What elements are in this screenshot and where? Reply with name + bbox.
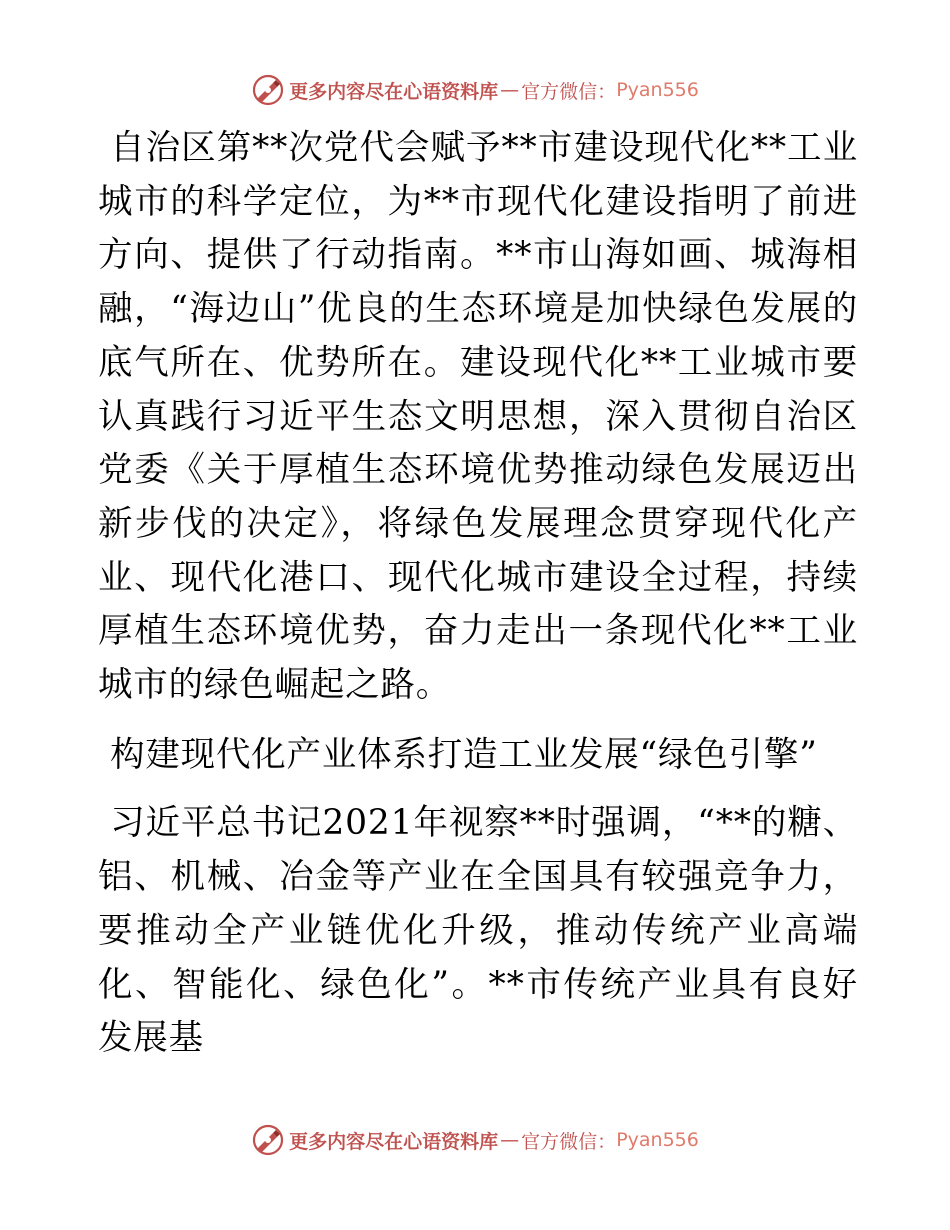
footer-watermark (0, 1120, 950, 1160)
header-watermark (0, 70, 950, 110)
watermark-separator: — (500, 79, 520, 101)
pen-logo-icon (251, 1123, 285, 1157)
document-body (98, 122, 858, 1066)
watermark-wechat-id: Pyan556 (616, 1129, 699, 1151)
watermark-wechat-id: Pyan556 (616, 79, 699, 101)
watermark-site-text: 更多内容尽在心语资料库 (289, 1130, 499, 1153)
section-heading: 构建现代化产业体系打造工业发展“绿色引擎” (110, 734, 818, 775)
paragraph-intro: 自治区第**次党代会赋予**市建设现代化**工业城市的科学定位，为**市现代化建设指明了前进方向、提供了行动指南。**市山海如画、城海相融，“海边山”优良的生态环境是加快绿色发展的底气所在、优势所在。建设现代化**工业城市要认真践行习近平生态文明思想，深入贯彻自治区党委《关于厚植生态环境优势推动绿色发展迈出新步伐的决定》，将绿色发展理念贯穿现代化产业、现代化港口、现代化城市建设全过程，持续厚植生态环境优势，奋力走出一条现代化**工业城市的绿色崛起之路。 (98, 128, 858, 706)
paragraph-industry: 习近平总书记2021年视察**时强调，“**的糖、铝、机械、冶金等产业在全国具有较强竞争力，要推动全产业链优化升级，推动传统产业高端化、智能化、绿色化”。**市传统产业具有良好发展基 (98, 803, 858, 1059)
watermark-separator: — (500, 1129, 520, 1151)
watermark-site-text: 更多内容尽在心语资料库 (289, 80, 499, 103)
watermark-wechat-label: 官方微信： (521, 80, 617, 103)
watermark-wechat-label: 官方微信： (521, 1130, 617, 1153)
pen-logo-icon (251, 73, 285, 107)
